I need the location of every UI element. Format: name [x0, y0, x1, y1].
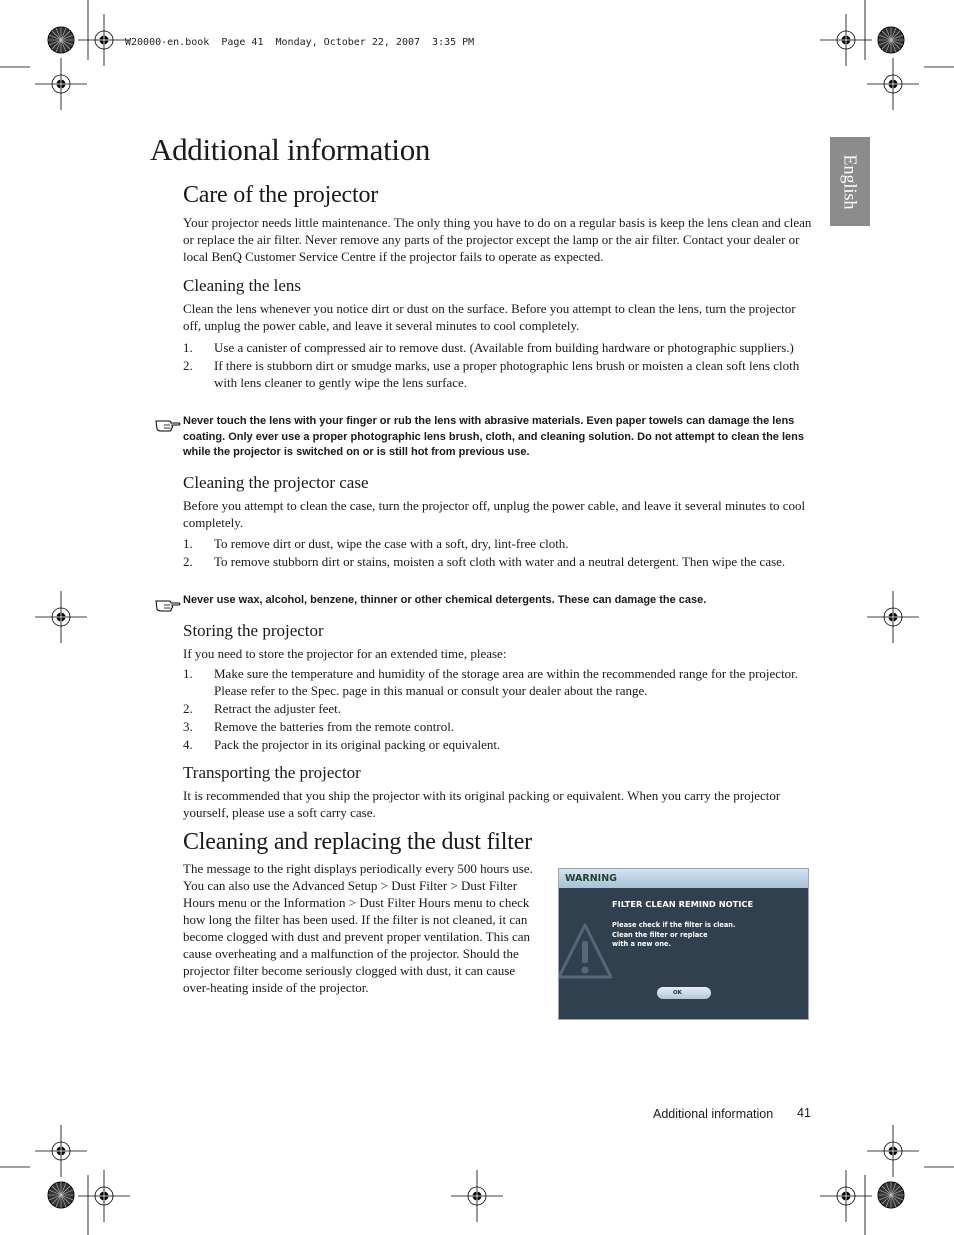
transport-intro: It is recommended that you ship the projector with its original packing or equivalent. When you carry the projector yourself, please use a soft carry case.: [183, 788, 781, 820]
menu-dust-filter: Dust Filter: [391, 878, 448, 893]
lens-note: Never touch the lens with your finger or rub the lens with abrasive materials. Even paper towels can damage the lens coating. Only ever use a proper photographic lens brush, cloth, and cleaning solution. Do not attempt to clean the lens while the projector is switched on or is still hot from previous use.: [183, 415, 804, 458]
step-text: Make sure the temperature and humidity of the storage area are within the recommended range for the projector. Please refer to the Spec. page in this manual or consult your dealer about the range.: [214, 666, 799, 698]
step-text: Use a canister of compressed air to remove dust. (Available from building hardware or photographic suppliers.): [214, 340, 794, 355]
filter-text-a: The message to the right displays periodically every 500 hours use. You can also use the: [183, 861, 533, 893]
step-text: To remove dirt or dust, wipe the case with a soft, dry, lint-free cloth.: [214, 536, 569, 551]
print-header: W20000-en.book Page 41 Monday, October 22, 2007 3:35 PM: [125, 37, 475, 48]
language-side-tab-label: English: [840, 153, 861, 210]
list-item: [183, 700, 813, 717]
case-intro: Before you attempt to clean the case, turn the projector off, unplug the power cable, and leave it several minutes to cool completely.: [183, 498, 806, 530]
storing-intro: If you need to store the projector for an extended time, please:: [183, 646, 507, 661]
lens-heading: Cleaning the lens: [183, 276, 302, 295]
warning-notice-title: FILTER CLEAN REMIND NOTICE: [612, 899, 754, 909]
step-number: 1.: [183, 340, 193, 355]
list-item: [183, 718, 813, 735]
step-number: 2.: [183, 701, 193, 716]
step-text: Retract the adjuster feet.: [214, 701, 342, 716]
pointing-hand-icon: [155, 596, 181, 612]
menu-information: Information: [283, 895, 346, 910]
filter-text-b: menu or the: [214, 895, 284, 910]
case-steps: [183, 535, 813, 571]
warning-line: Please check if the filter is clean.: [612, 921, 736, 929]
menu-advanced-setup: Advanced Setup: [291, 878, 378, 893]
warning-line: Clean the filter or replace: [612, 930, 708, 939]
step-number: 1.: [183, 536, 193, 551]
list-item: [183, 339, 813, 356]
list-item: [183, 665, 813, 699]
step-number: 2.: [183, 554, 193, 569]
lens-steps: [183, 339, 813, 392]
warning-ok-button: OK: [657, 987, 711, 999]
warning-message: [612, 921, 762, 950]
warning-line: with a new one.: [612, 940, 671, 948]
warning-triangle-icon: [558, 921, 613, 981]
page-title: Additional information: [150, 132, 431, 167]
filter-heading: Cleaning and replacing the dust filter: [183, 829, 532, 855]
step-text: Remove the batteries from the remote control.: [214, 719, 455, 734]
list-item: [183, 357, 813, 391]
list-item: [183, 535, 813, 552]
list-item: [183, 736, 813, 753]
page-number: 41: [797, 1106, 811, 1120]
care-heading: Care of the projector: [183, 182, 379, 208]
care-intro: Your projector needs little maintenance. The only thing you have to do on a regular basis is keep the lens clean and clean or replace the air filter. Never remove any parts of the projector except the lamp or the air filter. Contact your dealer or local BenQ Customer Service Centre if the projector fails to operate as expected.: [183, 215, 812, 264]
step-text: If there is stubborn dirt or smudge marks, use a proper photographic lens brush or moisten a clean soft lens cloth with lens cleaner to gently wipe the lens surface.: [214, 358, 800, 390]
storing-heading: Storing the projector: [183, 621, 324, 640]
filter-text-c: menu to check how long the filter has been used. If the filter is not cleaned, it can become clogged with dust and prevent proper ventilation. This can cause overheating and a malfunction of the projector. Should the projector filter become seriously clogged with dust, it can cause over-heating inside of the projector.: [183, 895, 531, 995]
menu-separator: >: [377, 878, 392, 893]
menu-separator: >: [447, 878, 462, 893]
storing-steps: [183, 665, 813, 754]
transport-heading: Transporting the projector: [183, 763, 361, 782]
filter-warning-screenshot: [558, 868, 809, 1020]
case-note: Never use wax, alcohol, benzene, thinner or other chemical detergents. These can damage the case.: [183, 594, 707, 606]
list-item: [183, 553, 813, 570]
warning-title-bar: WARNING: [559, 869, 808, 888]
step-number: 2.: [183, 358, 193, 373]
menu-dust-filter-hours: Dust Filter Hours: [183, 878, 518, 910]
language-side-tab: [830, 137, 870, 226]
step-number: 4.: [183, 737, 193, 752]
menu-separator: >: [345, 895, 360, 910]
menu-dust-filter-hours-info: Dust Filter Hours: [359, 895, 451, 910]
pointing-hand-icon: [155, 416, 181, 432]
case-heading: Cleaning the projector case: [183, 473, 369, 492]
step-text: Pack the projector in its original packing or equivalent.: [214, 737, 501, 752]
lens-intro: Clean the lens whenever you notice dirt or dust on the surface. Before you attempt to clean the lens, turn the projector off, unplug the power cable, and leave it several minutes to cool completely.: [183, 301, 796, 333]
filter-description: [183, 860, 541, 996]
step-number: 1.: [183, 666, 193, 681]
footer-section-label: Additional information: [653, 1107, 774, 1121]
step-number: 3.: [183, 719, 193, 734]
step-text: To remove stubborn dirt or stains, moisten a soft cloth with water and a neutral detergent. Then wipe the case.: [214, 554, 786, 569]
